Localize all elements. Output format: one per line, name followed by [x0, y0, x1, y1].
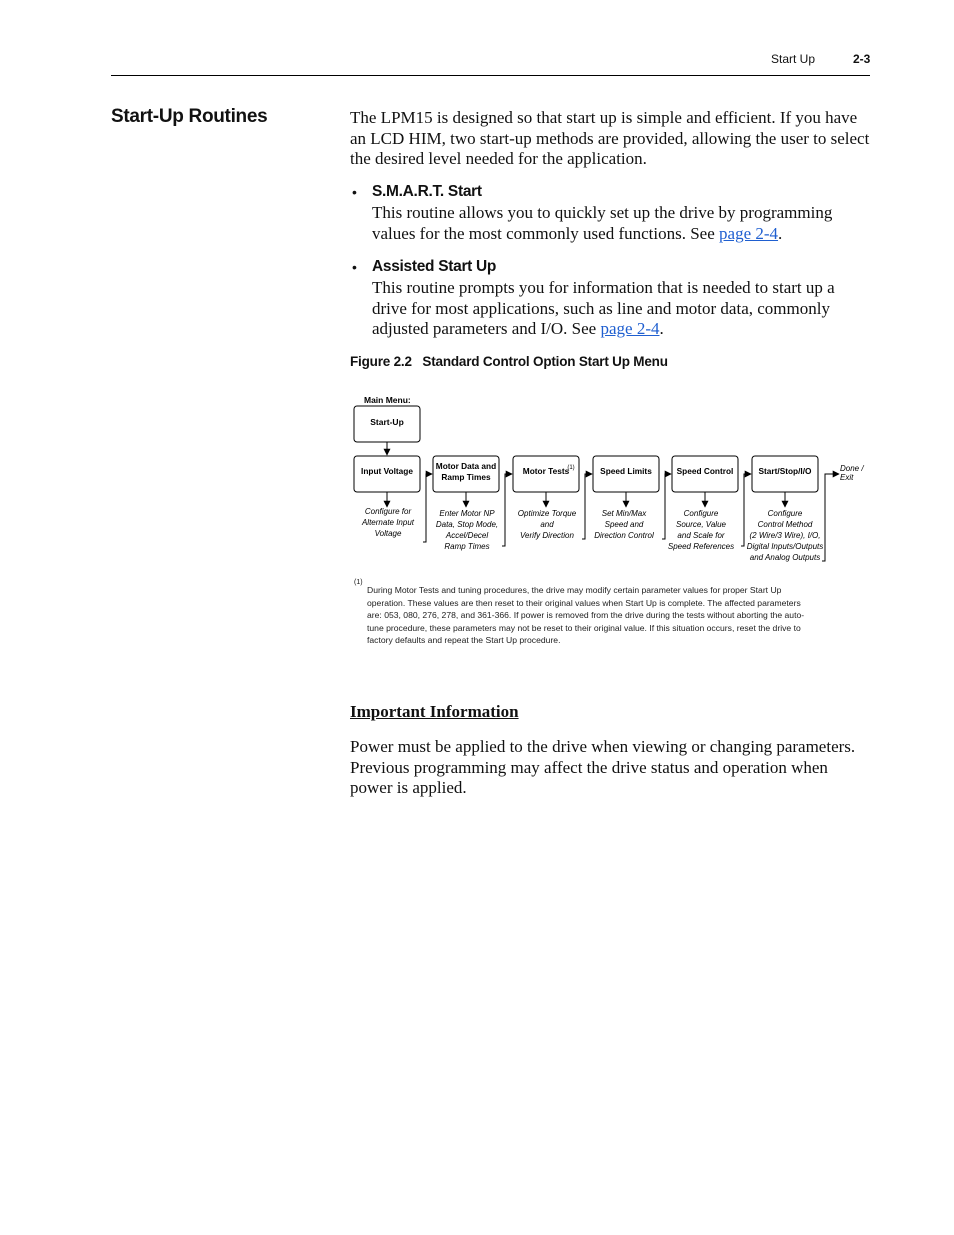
step-description: Optimize Torque [517, 509, 577, 518]
bullet-body: This routine prompts you for information that is needed to start up a drive for most applications, such as line and motor data, commonly adjusted parameters and I/O. See [372, 278, 835, 338]
bullet-marker: • [352, 184, 357, 200]
step-label: Speed Limits [600, 466, 652, 476]
done-exit-label: Exit [840, 473, 854, 482]
start-up-box-label: Start-Up [370, 417, 404, 427]
step-description: Data, Stop Mode, [435, 520, 499, 529]
bullet-tail: . [778, 223, 783, 243]
step-description: Alternate Input [361, 518, 415, 527]
exit-connector [822, 474, 839, 561]
step-description: Enter Motor NP [439, 509, 495, 518]
important-information-text: Power must be applied to the drive when viewing or changing parameters. Previous programming may affect the drive status and operation when power is applied. [350, 737, 856, 797]
step-description: Verify Direction [520, 531, 574, 540]
bullet-text-smart-start [372, 203, 872, 244]
return-connector [502, 474, 512, 546]
footnote-ref: (1) [567, 465, 575, 471]
intro-paragraph: The LPM15 is designed so that start up is simple and efficient. If you have an LCD HIM, two start-up methods are provided, allowing the user to select the desired level needed for the application. [350, 108, 870, 168]
step-description: Configure for [364, 507, 412, 516]
step-label: Ramp Times [441, 472, 491, 482]
return-connector [662, 474, 671, 539]
important-information-title: Important Information [350, 702, 519, 721]
main-menu-label: Main Menu: [364, 395, 411, 405]
running-header-section: Start Up [771, 52, 816, 66]
step-description: Ramp Times [444, 542, 490, 551]
header-rule [111, 75, 870, 76]
step-description: Accel/Decel [445, 531, 489, 540]
step-label: Motor Data and [435, 461, 497, 471]
footnote-text: During Motor Tests and tuning procedures, the drive may modify certain parameter values for proper Start Up operation. These values are then reset to their original values when Start Up is complete. The affected parameters are: 053, 080, 276, 278, and 361-366. If power is removed from the drive during the tests without aborting the auto-tune procedure, these parameters may not be reset to their original value. If this situation occurs, reset the drive to factory defaults and repeat the Start Up procedure. [367, 585, 805, 645]
figure-caption: Figure 2.2 Standard Control Option Start Up Menu [350, 354, 668, 369]
step-description: Control Method [757, 520, 813, 529]
bullet-text-assisted-start [372, 278, 872, 340]
section-title: Start-Up Routines [111, 106, 268, 127]
bullet-title-assisted-start: Assisted Start Up [372, 258, 497, 275]
footnote-mark: (1) [354, 579, 363, 586]
step-description: and Scale for [677, 531, 725, 540]
start-up-flow-diagram [340, 385, 870, 575]
step-label: Speed Control [676, 466, 734, 476]
step-description: and Analog Outputs [749, 553, 821, 562]
step-label: Input Voltage [361, 466, 413, 476]
bullet-marker: • [352, 259, 357, 275]
step-description: Speed and [604, 520, 644, 529]
return-connector [423, 474, 432, 542]
step-description: (2 Wire/3 Wire), I/O, [749, 531, 821, 540]
step-description: Direction Control [594, 531, 654, 540]
bullet-title-smart-start: S.M.A.R.T. Start [372, 183, 482, 200]
step-description: Digital Inputs/Outputs [746, 542, 824, 551]
done-exit-label: Done / [840, 464, 864, 473]
step-label: Start/Stop/I/O [758, 466, 812, 476]
step-description: Speed References [667, 542, 735, 551]
step-description: Voltage [374, 529, 402, 538]
bullet-tail: . [659, 319, 664, 338]
page-number: 2-3 [853, 52, 871, 66]
step-description: Configure [767, 509, 803, 518]
page-link[interactable]: page 2-4 [600, 319, 660, 338]
step-label: Motor Tests [522, 466, 570, 476]
step-description: Source, Value [676, 520, 726, 529]
return-connector [582, 474, 592, 539]
step-description: Configure [683, 509, 719, 518]
step-description: and [540, 520, 554, 529]
page-link[interactable]: page 2-4 [719, 223, 779, 243]
step-description: Set Min/Max [601, 509, 647, 518]
bullet-body: This routine allows you to quickly set up the drive by programming values for the most commonly used functions. See [372, 203, 833, 243]
